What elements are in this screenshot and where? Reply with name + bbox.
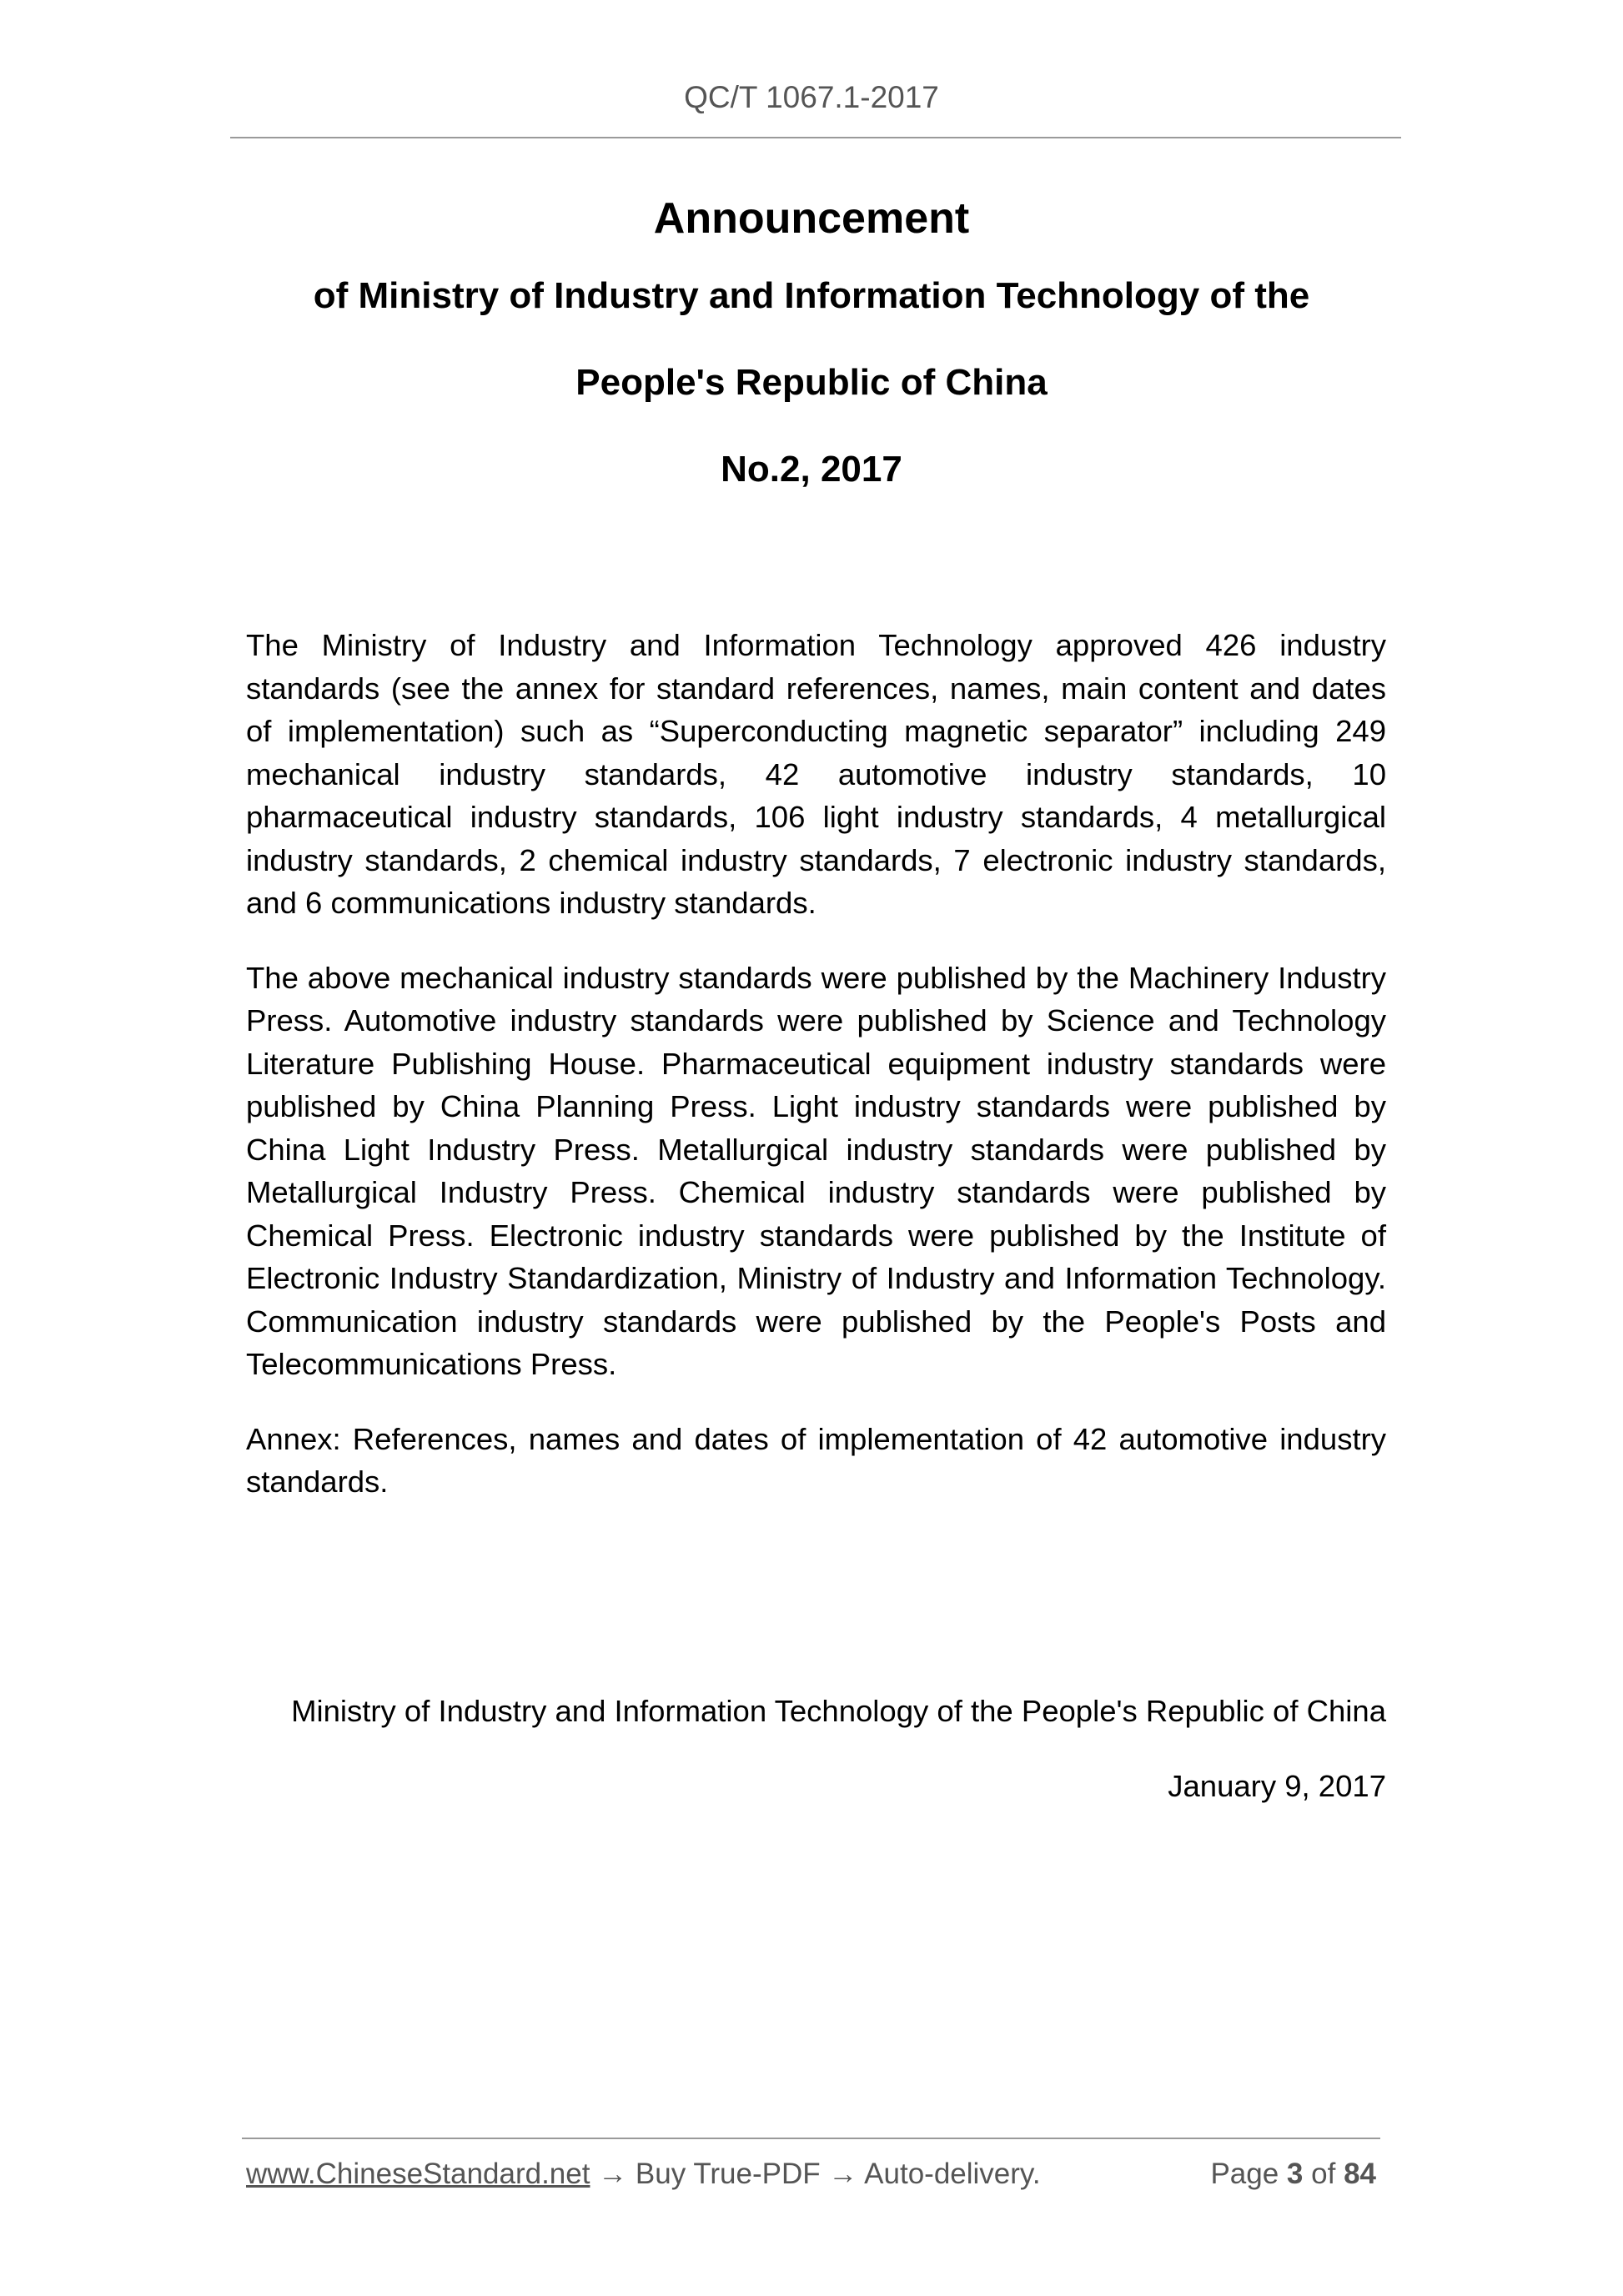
body-paragraph-annex: Annex: References, names and dates of implementation of 42 automotive industry standards. — [246, 1421, 1386, 1499]
footer-divider — [242, 2138, 1380, 2139]
signature-block — [246, 1690, 1386, 1807]
footer-tagline: → Buy True-PDF → Auto-delivery. — [590, 2158, 1041, 2190]
title-block — [0, 185, 1623, 512]
announcement-number: No.2, 2017 — [721, 449, 902, 490]
document-code-header: QC/T 1067.1-2017 — [684, 80, 939, 114]
website-link[interactable]: www.ChineseStandard.net — [246, 2158, 590, 2190]
announcement-body — [246, 624, 1386, 1535]
body-paragraph-approval: The Ministry of Industry and Information Technology approved 426 industry standards (see the annex for standard references, names, main content and dates of implementation) such as “Superconducting magnetic separator” including 249 mechanical industry standards, 42 automotive industry standards, 10 pharmaceutical industry standards, 106 light industry standards, 4 metallurgical industry standards, 2 chemical industry standards, 7 electronic industry standards, and 6 communications industry standards. — [246, 628, 1386, 920]
announcement-subtitle-line-1: of Ministry of Industry and Information Technology of the — [313, 275, 1310, 316]
issuer-name: Ministry of Industry and Information Technology of the People's Republic of China — [291, 1694, 1386, 1728]
footer-promo — [246, 2158, 1041, 2191]
page-total: 84 — [1344, 2158, 1376, 2190]
announcement-title: Announcement — [653, 194, 970, 243]
page-of-label: of — [1311, 2158, 1336, 2190]
page-number — [1210, 2158, 1376, 2191]
page-current: 3 — [1286, 2158, 1304, 2190]
issue-date: January 9, 2017 — [1168, 1768, 1386, 1803]
announcement-subtitle-line-2: People's Republic of China — [575, 362, 1048, 403]
body-paragraph-publishers: The above mechanical industry standards were published by the Machinery Industry Press. Automotive industry standards were published by Science and Technology Literature Publishing House. Pharmaceutical equipment industry standards were published by China Planning Press. Light industry standards were published by China Light Industry Press. Metallurgical industry standards were published by Metallurgical Industry Press. Chemical industry standards were published by Chemical Press. Electronic industry standards were published by the Institute of Electronic Industry Standardization, Ministry of Industry and Information Technology. Communication industry standards were published by the People's Posts and Telecommunications Press. — [246, 960, 1386, 1381]
page-label: Page — [1210, 2158, 1279, 2190]
header-divider — [230, 137, 1401, 138]
